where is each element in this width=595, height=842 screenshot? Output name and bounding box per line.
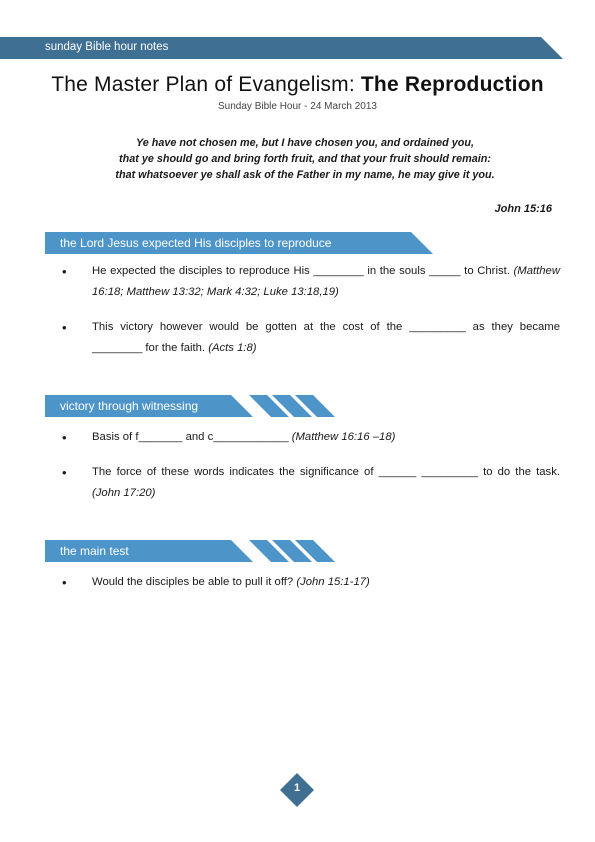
list-item-text: He expected the disciples to reproduce His ________ in the souls _____ to Christ. — [92, 265, 510, 277]
bullet-icon: • — [62, 430, 67, 445]
list-item-reference: (John 17:20) — [92, 487, 156, 499]
section-heading-label: the main test — [60, 544, 129, 558]
page-title-bold: The Reproduction — [360, 73, 544, 96]
list-item-text: Would the disciples be able to pull it off? — [92, 576, 294, 588]
page-number: 1 — [293, 782, 301, 794]
list-item-reference: (Matthew 16:16 –18) — [291, 431, 396, 443]
scripture-line-3: that whatsoever ye shall ask of the Father in my name, he may give it you. — [115, 169, 495, 181]
list-item-reference: (Acts 1:8) — [208, 342, 257, 354]
list-item-reference: (John 15:1-17) — [296, 576, 370, 588]
list-item-text: Basis of f_______ and c____________ — [92, 431, 289, 443]
section-heading-reproduce — [45, 232, 435, 254]
bullet-icon: • — [62, 320, 67, 335]
list-item-text: The force of these words indicates the significance of ______ _________ to do the task. — [92, 466, 560, 478]
page-number-badge — [280, 773, 314, 807]
list-item — [92, 317, 560, 359]
bullet-icon: • — [62, 264, 67, 279]
list-item-reference: (Matthew 16:18; Matthew 13:32; Mark 4:32; Luke 13:18,19) — [92, 265, 561, 298]
scripture-quote — [60, 135, 550, 183]
header-bar-label: sunday Bible hour notes — [45, 41, 169, 53]
scripture-line-2: that ye should go and bring forth fruit, and that your fruit should remain: — [119, 153, 491, 165]
list-item — [92, 427, 560, 448]
scripture-reference: John 15:16 — [494, 203, 552, 215]
section-heading-main-test — [45, 540, 335, 562]
bullet-icon: • — [62, 465, 67, 480]
section-heading-witnessing — [45, 395, 335, 417]
header-bar — [0, 37, 563, 59]
section-heading-label: the Lord Jesus expected His disciples to reproduce — [60, 236, 332, 250]
list-item — [92, 462, 560, 504]
section-heading-label: victory through witnessing — [60, 399, 199, 413]
bullet-icon: • — [62, 575, 67, 590]
list-item-text: This victory however would be gotten at the cost of the _________ as they became ________ for the faith. — [92, 321, 560, 354]
page-subtitle: Sunday Bible Hour - 24 March 2013 — [218, 101, 377, 112]
scripture-line-1: Ye have not chosen me, but I have chosen you, and ordained you, — [136, 137, 474, 149]
list-item — [92, 572, 560, 593]
list-item — [92, 261, 560, 303]
page-title-regular: The Master Plan of Evangelism: — [51, 73, 361, 96]
page-title — [0, 73, 595, 97]
